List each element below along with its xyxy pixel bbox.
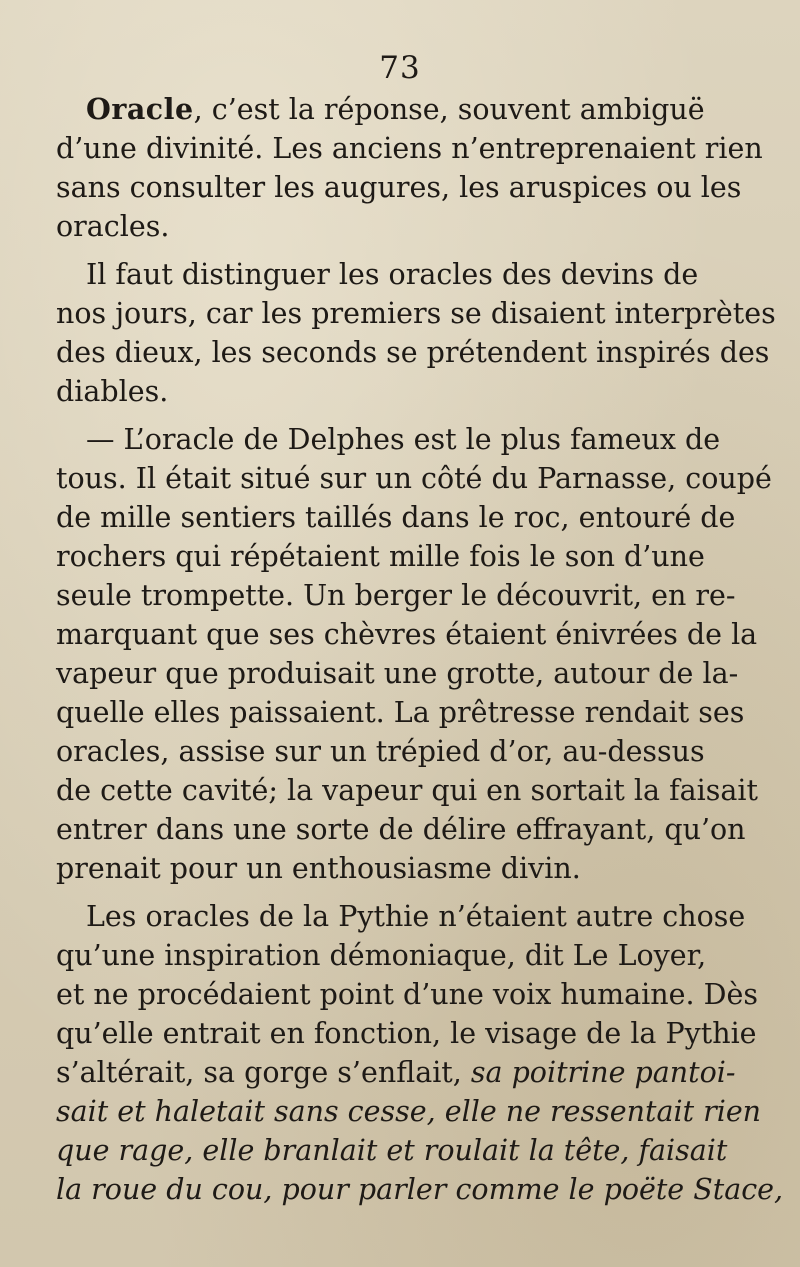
- text-line: de cette cavité; la vapeur qui en sortait la faisait: [56, 774, 758, 807]
- text-line: quelle elles paissaient. La prêtresse rendait ses: [56, 696, 745, 729]
- paragraph: [56, 897, 784, 1209]
- text-line: prenait pour un enthousiasme divin.: [56, 852, 581, 885]
- text-line: tous. Il était situé sur un côté du Parnasse, coupé: [56, 462, 772, 495]
- text-line: qu’elle entrait en fonction, le visage de la Pythie: [56, 1017, 757, 1050]
- text-line: qu’une inspiration démoniaque, dit Le Loyer,: [56, 939, 707, 972]
- paragraph: [56, 420, 772, 888]
- text-line: [56, 90, 705, 129]
- text-line: [56, 1053, 736, 1092]
- text-line: nos jours, car les premiers se disaient interprètes: [56, 297, 776, 330]
- entry-term: Oracle: [86, 92, 194, 126]
- text-line: — L’oracle de Delphes est le plus fameux de: [86, 423, 721, 456]
- quotation-line: sait et haletait sans cesse, elle ne ressentait rien: [56, 1095, 762, 1128]
- page-number: 73: [379, 50, 421, 86]
- text-run: s’altérait, sa gorge s’enflait,: [56, 1056, 462, 1089]
- text-line: d’une divinité. Les anciens n’entreprenaient rien: [56, 132, 763, 165]
- text-line: vapeur que produisait une grotte, autour de la-: [56, 657, 739, 690]
- paragraph: [56, 255, 776, 411]
- text-line: diables.: [56, 375, 169, 408]
- body-text: [56, 90, 784, 1218]
- text-line: marquant que ses chèvres étaient énivrées de la: [56, 618, 758, 651]
- text-line: oracles.: [56, 210, 170, 243]
- quotation-line: la roue du cou, pour parler comme le poëte Stace,: [56, 1173, 784, 1206]
- text-line: des dieux, les seconds se prétendent inspirés des: [56, 336, 770, 369]
- text-line: rochers qui répétaient mille fois le son d’une: [56, 540, 705, 573]
- text-line: Les oracles de la Pythie n’étaient autre chose: [86, 900, 746, 933]
- text-line: de mille sentiers taillés dans le roc, entouré de: [56, 501, 736, 534]
- paragraph: [56, 90, 763, 246]
- text-line: oracles, assise sur un trépied d’or, au-dessus: [56, 735, 705, 768]
- text-line: seule trompette. Un berger le découvrit, en re-: [56, 579, 736, 612]
- text-run: , c’est la réponse, souvent ambiguë: [193, 93, 705, 126]
- text-line: Il faut distinguer les oracles des devins de: [86, 258, 699, 291]
- text-line: sans consulter les augures, les aruspices ou les: [56, 171, 742, 204]
- text-line: entrer dans une sorte de délire effrayant, qu’on: [56, 813, 746, 846]
- quotation-line: que rage, elle branlait et roulait la tête, faisait: [56, 1134, 728, 1167]
- quotation-run: sa poitrine pantoi-: [461, 1056, 736, 1089]
- text-line: et ne procédaient point d’une voix humaine. Dès: [56, 978, 758, 1011]
